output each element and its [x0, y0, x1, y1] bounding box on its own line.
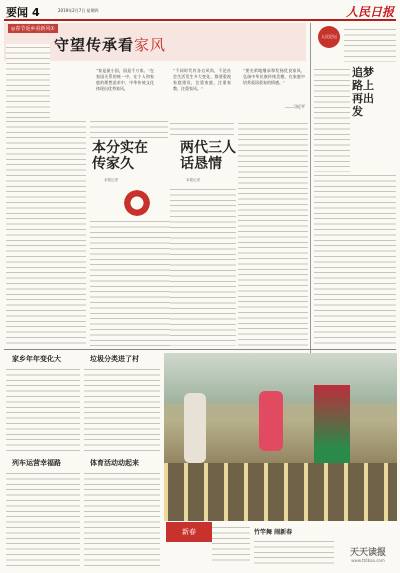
issue-date: 2019年2月7日 星期四: [58, 8, 99, 13]
bottom-head-2: 垃圾分类进了村: [90, 354, 139, 363]
photo-figure-1: [184, 393, 206, 463]
body-col-4: [238, 120, 308, 346]
festival-photo: [164, 353, 397, 521]
spring-tag: 新春: [166, 522, 212, 542]
body-col-2-top: [90, 118, 168, 138]
bottom-body-4: [84, 470, 160, 566]
watermark-url: www.ttdbao.com: [351, 558, 385, 563]
quote-author: ——习近平: [285, 104, 305, 109]
body-col-3-top: [170, 120, 234, 136]
watermark: [340, 545, 396, 567]
article-1-title: 本分实在传家久: [92, 140, 148, 172]
article-1-byline: 本报记者: [104, 178, 118, 182]
quote-1: “家是最小国，国是千万家。”在家国关系的统一中，在个人和家庭的理想追求中，中华传统文化体现出优秀家风。: [96, 68, 154, 91]
bottom-head-1: 家乡年年变化大: [12, 354, 61, 363]
sidebar-intro: [344, 26, 396, 62]
section-title: 要闻 4: [6, 6, 40, 19]
photo-caption-body: [254, 538, 334, 566]
bottom-body-1: [6, 366, 80, 454]
main-headline: 守望传承看家风: [54, 36, 167, 54]
photo-figure-2: [259, 391, 283, 451]
article-2-title: 两代三人话恳情: [180, 140, 236, 172]
bottom-body-2: [84, 366, 160, 454]
photo-caption-text: [212, 524, 250, 564]
article-2-byline: 本报记者: [186, 178, 200, 182]
sidebar-title: 追梦路上再出发: [352, 66, 374, 118]
body-col-1: [6, 118, 86, 346]
bottom-head-4: 体育活动动起来: [90, 458, 139, 467]
watermark-text: 天天读报: [349, 548, 386, 558]
bottom-rule: [4, 349, 396, 350]
series-label: ◎春节返乡看新风①: [8, 24, 58, 33]
photo-caption-title: 竹竿舞 闹新春: [254, 529, 293, 536]
body-col-3: [170, 186, 236, 346]
photo-bamboo-poles: [164, 463, 397, 521]
newspaper-logo: 人民日报: [345, 5, 394, 19]
column-separator: [310, 23, 311, 353]
quote-3: “要光荣地继承和发扬优良家风，弘扬中华民族传统美德，在家庭中培养爱国爱家的情感。”: [243, 68, 305, 85]
bottom-body-3: [6, 470, 80, 566]
papercut-emblem: [122, 188, 152, 218]
bottom-head-3: 列车运营幸福路: [12, 458, 61, 467]
quote-2: “不同时代有各自风尚，不论社会生活发生多大变化，都要重视家庭建设，注重家庭、注重家教、注重家风。”: [173, 68, 231, 91]
top-rule: [4, 19, 396, 21]
photo-dancer: [314, 385, 350, 475]
intro-text-lines: [6, 44, 50, 120]
forum-badge: 人民论坛: [318, 26, 340, 48]
sidebar-col-2: [314, 172, 396, 346]
body-col-2: [90, 218, 170, 346]
